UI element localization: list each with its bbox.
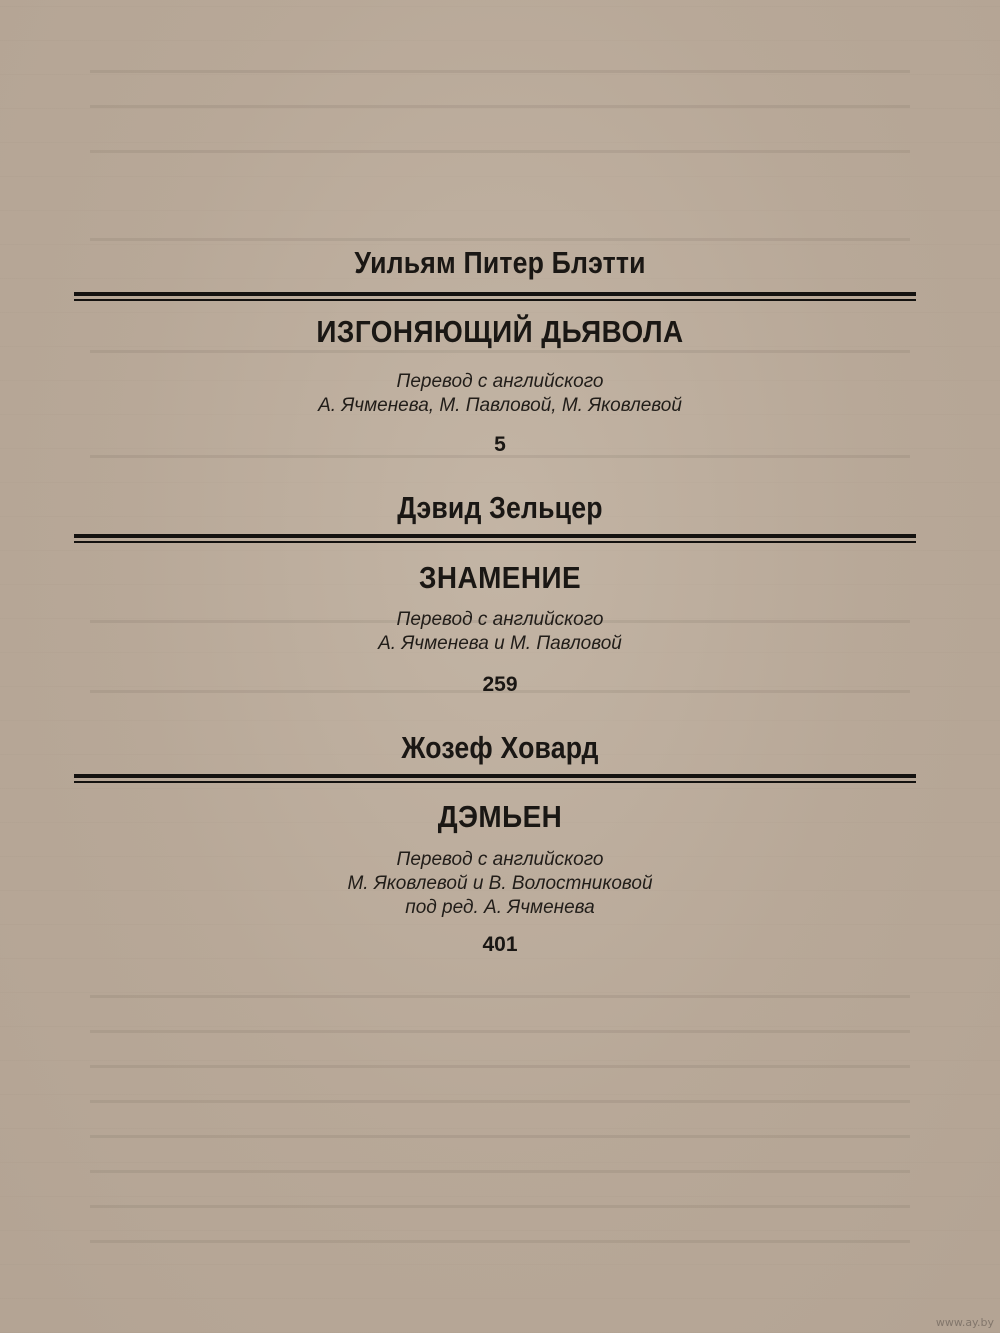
entry-credit [0,370,1000,418]
entry-page-number: 401 [482,933,518,956]
double-rule [74,774,916,783]
show-through-line [90,1205,910,1208]
credit-line: А. Ячменева и М. Павловой [378,633,622,654]
entry-author: Дэвид Зельцер [397,490,603,525]
show-through-line [90,350,910,353]
credit-line: под ред. А. Ячменева [405,897,595,918]
entry-title: ДЭМЬЕН [437,799,563,834]
credit-line: А. Ячменева, М. Павловой, М. Яковлевой [318,395,682,416]
show-through-line [90,1030,910,1033]
entry-title: ЗНАМЕНИЕ [418,560,582,595]
show-through-line [90,150,910,153]
entry-author: Уильям Питер Блэтти [354,245,646,280]
show-through-line [90,1170,910,1173]
entry-credit [0,848,1000,920]
show-through-line [90,238,910,241]
show-through-line [90,105,910,108]
entry-author: Жозеф Ховард [401,730,599,765]
show-through-line [90,1100,910,1103]
double-rule [74,534,916,543]
entry-title: ИЗГОНЯЮЩИЙ ДЬЯВОЛА [316,314,684,349]
credit-line: Перевод с английского [396,849,604,870]
entry-page-number: 259 [482,673,518,696]
credit-line: Перевод с английского [396,371,604,392]
credit-line: Перевод с английского [396,609,604,630]
show-through-line [90,995,910,998]
watermark: www.ay.by [935,1316,994,1329]
show-through-line [90,1065,910,1068]
credit-line: М. Яковлевой и В. Волостниковой [347,873,653,894]
show-through-line [90,1240,910,1243]
show-through-line [90,70,910,73]
entry-credit [0,608,1000,656]
show-through-line [90,1135,910,1138]
double-rule [74,292,916,301]
entry-page-number: 5 [494,433,506,456]
